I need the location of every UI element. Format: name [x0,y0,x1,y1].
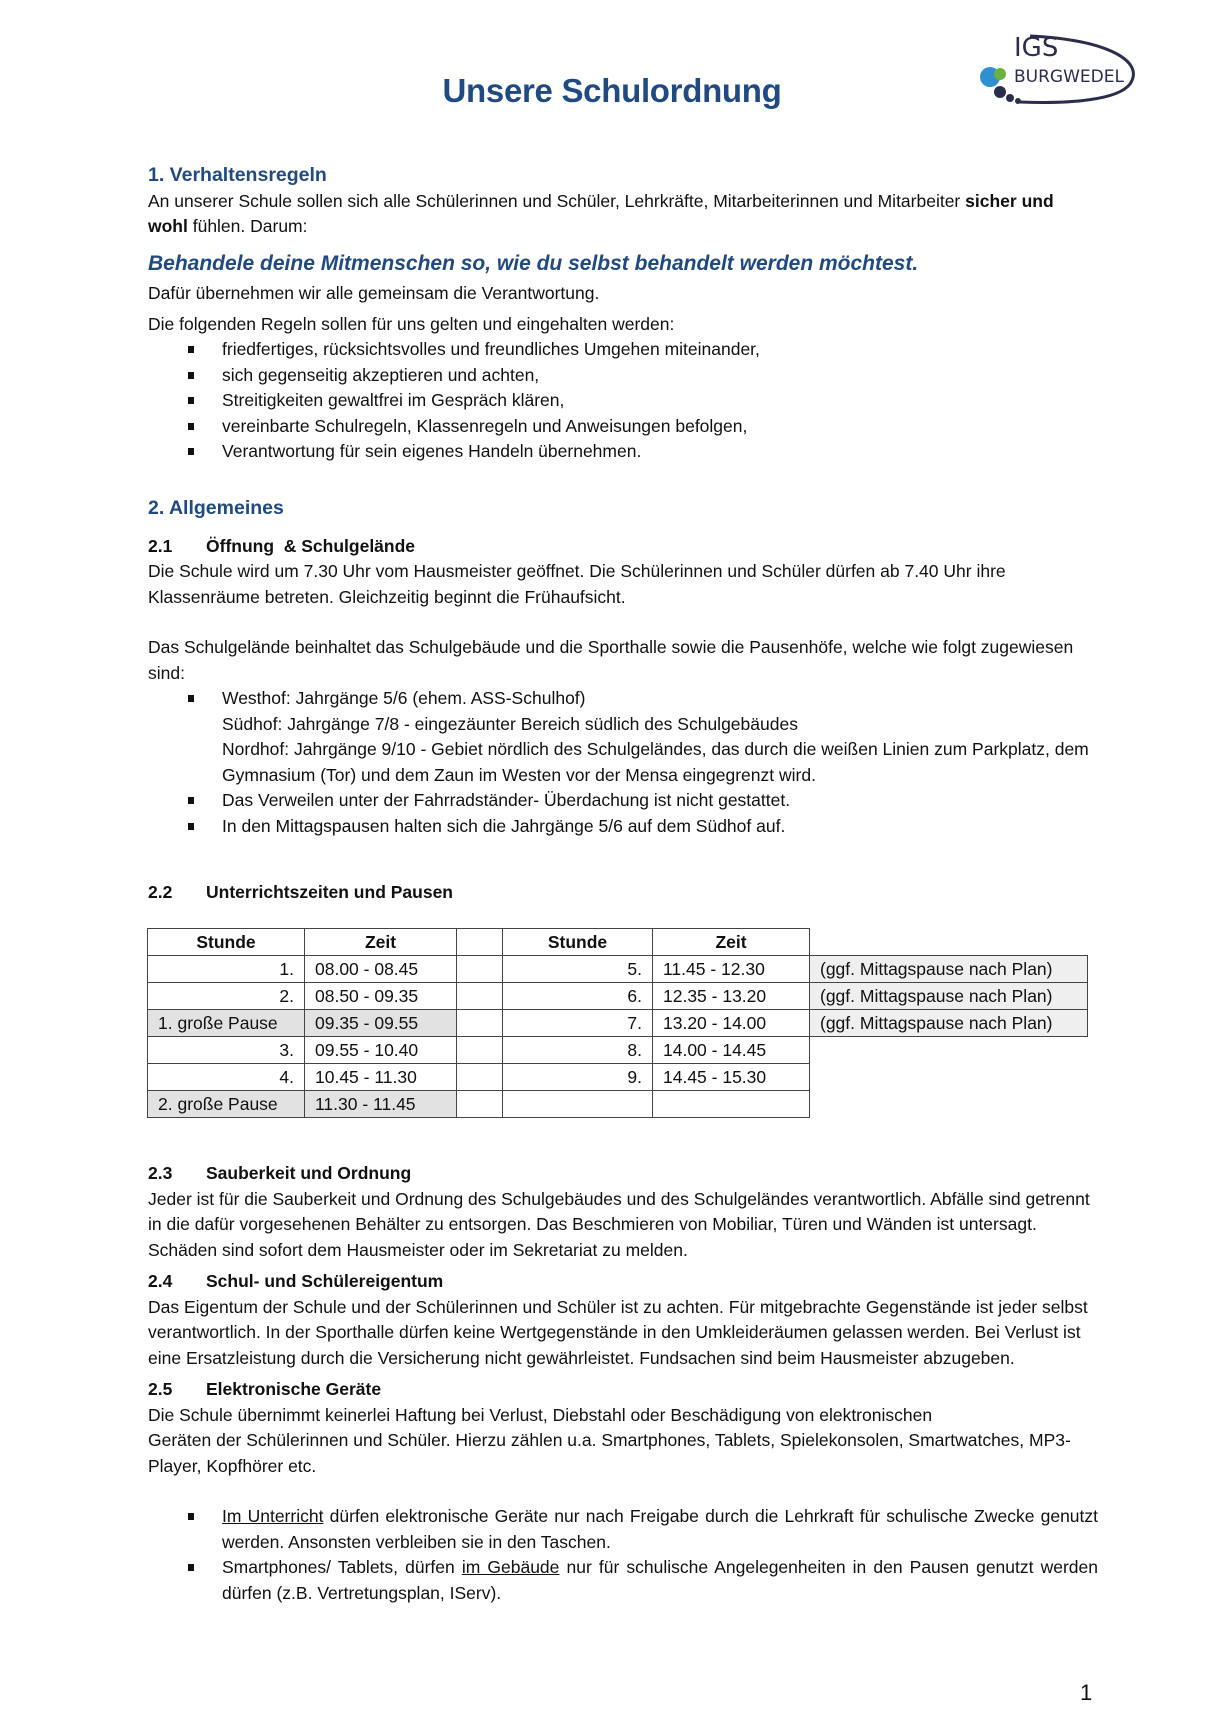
table-row [148,1064,1088,1091]
property-paragraph: Das Eigentum der Schule und der Schülerinnen und Schüler ist zu achten. Für mitgebrachte Gegenstände ist jeder selbst verantwortlich. In der Sporthalle dürfen keine Wertgegenstände in den Umkleideräumen gelassen werden. Bei Verlust ist eine Ersatzleistung durch die Versicherung nicht gewährleistet. Fundsachen sind beim Hausmeister abzugeben. [148,1296,1088,1368]
subsection-title: Elektronische Geräte [206,1379,382,1399]
header-cell [457,929,503,956]
underlined-text: Im Unterricht [222,1506,324,1526]
timetable [147,928,1088,1118]
cleanliness-paragraph: Jeder ist für die Sauberkeit und Ordnung des Schulgebäudes und des Schulgeländes verantwortlich. Abfälle sind getrennt in die dafür vorgesehenen Behälter zu entsorgen. Das Beschmieren von Mobiliar, Türen und Wänden ist untersagt. Schäden sind sofort dem Hausmeister oder im Sekretariat zu melden. [148,1188,1090,1260]
spacer-cell [457,1037,503,1064]
opening-paragraph: Die Schule wird um 7.30 Uhr vom Hausmeister geöffnet. Die Schülerinnen und Schüler dürfen ab 7.40 Uhr ihre Klassenräume betreten. Gleichzeitig beginnt die Frühaufsicht. [148,561,1006,607]
list-item: Verantwortung für sein eigenes Handeln übernehmen. [148,439,1098,465]
yard-south: Südhof: Jahrgänge 7/8 - eingezäunter Bereich südlich des Schulgebäudes [222,713,798,734]
cell-stunde: 5. [503,956,653,983]
list-item [148,1555,1098,1606]
subsection-number: 2.2 [148,882,173,902]
section-heading: 1. Verhaltensregeln [148,164,327,186]
page-title: Unsere Schulordnung [442,72,782,109]
list-item: sich gegenseitig akzeptieren und achten, [148,363,1098,389]
table-header-row [148,929,1088,956]
grounds-paragraph: Das Schulgelände beinhaltet das Schulgebäude und die Sporthalle sowie die Pausenhöfe, welche wie folgt zugewiesen sind: [148,637,1074,683]
subsection-2-3 [148,1161,1098,1606]
subsection-heading [148,880,1098,906]
section-heading: 2. Allgemeines [148,497,284,519]
empty-cell [810,929,1088,956]
table-row [148,983,1088,1010]
subsection-number: 2.4 [148,1271,173,1291]
subsection-heading [148,1161,1098,1187]
rules-intro: Die folgenden Regeln sollen für uns gelten und eingehalten werden: [148,313,675,334]
cell-stunde: 2. [148,983,305,1010]
intro-text: An unserer Schule sollen sich alle Schülerinnen und Schüler, Lehrkräfte, Mitarbeiterinnen und Mitarbeiter [148,190,966,211]
subsection-number: 2.5 [148,1379,173,1399]
cell-stunde [503,1091,653,1118]
header-cell: Stunde [148,929,305,956]
cell-note: (ggf. Mittagspause nach Plan) [810,956,1088,983]
subsection-heading [148,534,1098,560]
cell-note: (ggf. Mittagspause nach Plan) [810,983,1088,1010]
item-text: nur für schulische Angelegenheiten in den Pausen genutzt werden dürfen (z.B. Vertretungsplan, IServ). [222,1557,1098,1603]
yard-north: Nordhof: Jahrgänge 9/10 - Gebiet nördlich des Schulgeländes, das durch die weißen Linien zum Parkplatz, dem Gymnasium (Tor) und dem Zaun im Westen vor der Mensa eingegrenzt wird. [222,739,1089,785]
cell-zeit: 11.30 - 11.45 [305,1091,457,1118]
spacer-cell [457,1010,503,1037]
cell-zeit: 14.00 - 14.45 [653,1037,810,1064]
empty-cell [810,1091,1088,1118]
item-text: Smartphones/ Tablets, dürfen [222,1557,462,1577]
school-logo [960,22,1140,107]
igs-burgwedel-logo-icon [960,22,1140,107]
section-allgemeines [148,496,1098,839]
list-item [148,1504,1098,1555]
logo-text-igs: IGS [1014,33,1059,63]
list-item: friedfertiges, rücksichtsvolles und freundliches Umgehen miteinander, [148,337,1098,363]
list-item: Das Verweilen unter der Fahrradständer- Überdachung ist nicht gestattet. [148,788,1098,814]
responsibility-text: Dafür übernehmen wir alle gemeinsam die Verantwortung. [148,283,600,303]
empty-cell [810,1037,1088,1064]
logo-text-burgwedel: BURGWEDEL [1014,67,1124,87]
cell-zeit: 13.20 - 14.00 [653,1010,810,1037]
list-item: vereinbarte Schulregeln, Klassenregeln und Anweisungen befolgen, [148,414,1098,440]
subsection-title: Unterrichtszeiten und Pausen [206,882,453,902]
intro-bold: sicher und wohl [148,190,1054,236]
cell-zeit: 12.35 - 13.20 [653,983,810,1010]
spacer-cell [457,1091,503,1118]
cell-note: (ggf. Mittagspause nach Plan) [810,1010,1088,1037]
cell-stunde: 9. [503,1064,653,1091]
electronics-list [148,1504,1098,1606]
subsection-number: 2.1 [148,535,173,556]
cell-zeit: 08.00 - 08.45 [305,956,457,983]
underlined-text: im Gebäude [461,1557,560,1577]
cell-zeit: 09.35 - 09.55 [305,1010,457,1037]
cell-break: 1. große Pause [148,1010,305,1037]
cell-zeit [653,1091,810,1118]
intro-paragraph [148,189,1098,240]
subsection-title: Schul- und Schülereigentum [206,1271,444,1291]
header-cell: Zeit [305,929,457,956]
rules-list [148,337,1098,465]
motto: Behandele deine Mitmenschen so, wie du selbst behandelt werden möchtest. [148,251,919,275]
section-verhaltensregeln [148,163,1098,465]
intro-text-end: fühlen. Darum: [187,216,308,236]
table-row [148,956,1088,983]
table-row [148,1091,1088,1118]
list-item: In den Mittagspausen halten sich die Jahrgänge 5/6 auf dem Südhof auf. [148,814,1098,840]
spacer-cell [457,1064,503,1091]
cell-zeit: 09.55 - 10.40 [305,1037,457,1064]
yard-west: Westhof: Jahrgänge 5/6 (ehem. ASS-Schulhof) [222,688,586,708]
electronics-line2: Geräten der Schülerinnen und Schüler. Hierzu zählen u.a. Smartphones, Tablets, Spielekonsolen, Smartwatches, MP3-Player, Kopfhörer etc. [148,1430,1071,1476]
spacer-cell [457,983,503,1010]
header-cell: Stunde [503,929,653,956]
electronics-line1: Die Schule übernimmt keinerlei Haftung bei Verlust, Diebstahl oder Beschädigung von elektronischen [148,1404,933,1425]
header-cell: Zeit [653,929,810,956]
subsection-title: Öffnung & Schulgelände [206,535,416,556]
list-item: Streitigkeiten gewaltfrei im Gespräch klären, [148,388,1098,414]
subsection-heading [148,1269,1098,1295]
cell-break: 2. große Pause [148,1091,305,1118]
page-number: 1 [1080,1680,1093,1705]
table-row [148,1037,1088,1064]
cell-stunde: 6. [503,983,653,1010]
subsection-heading [148,1377,1098,1403]
subsection-2-2 [148,880,1098,906]
subsection-title: Sauberkeit und Ordnung [206,1163,412,1183]
list-item [148,686,1098,788]
cell-zeit: 08.50 - 09.35 [305,983,457,1010]
cell-stunde: 7. [503,1010,653,1037]
yards-list [148,686,1098,839]
cell-stunde: 3. [148,1037,305,1064]
subsection-number: 2.3 [148,1163,173,1183]
empty-cell [810,1064,1088,1091]
cell-stunde: 8. [503,1037,653,1064]
spacer-cell [457,956,503,983]
cell-zeit: 14.45 - 15.30 [653,1064,810,1091]
cell-zeit: 11.45 - 12.30 [653,956,810,983]
cell-stunde: 4. [148,1064,305,1091]
cell-stunde: 1. [148,956,305,983]
cell-zeit: 10.45 - 11.30 [305,1064,457,1091]
item-text: dürfen elektronische Geräte nur nach Freigabe durch die Lehrkraft für schulische Zwecke genutzt werden. Ansonsten verbleiben sie in den Taschen. [222,1506,1099,1552]
table-row [148,1010,1088,1037]
